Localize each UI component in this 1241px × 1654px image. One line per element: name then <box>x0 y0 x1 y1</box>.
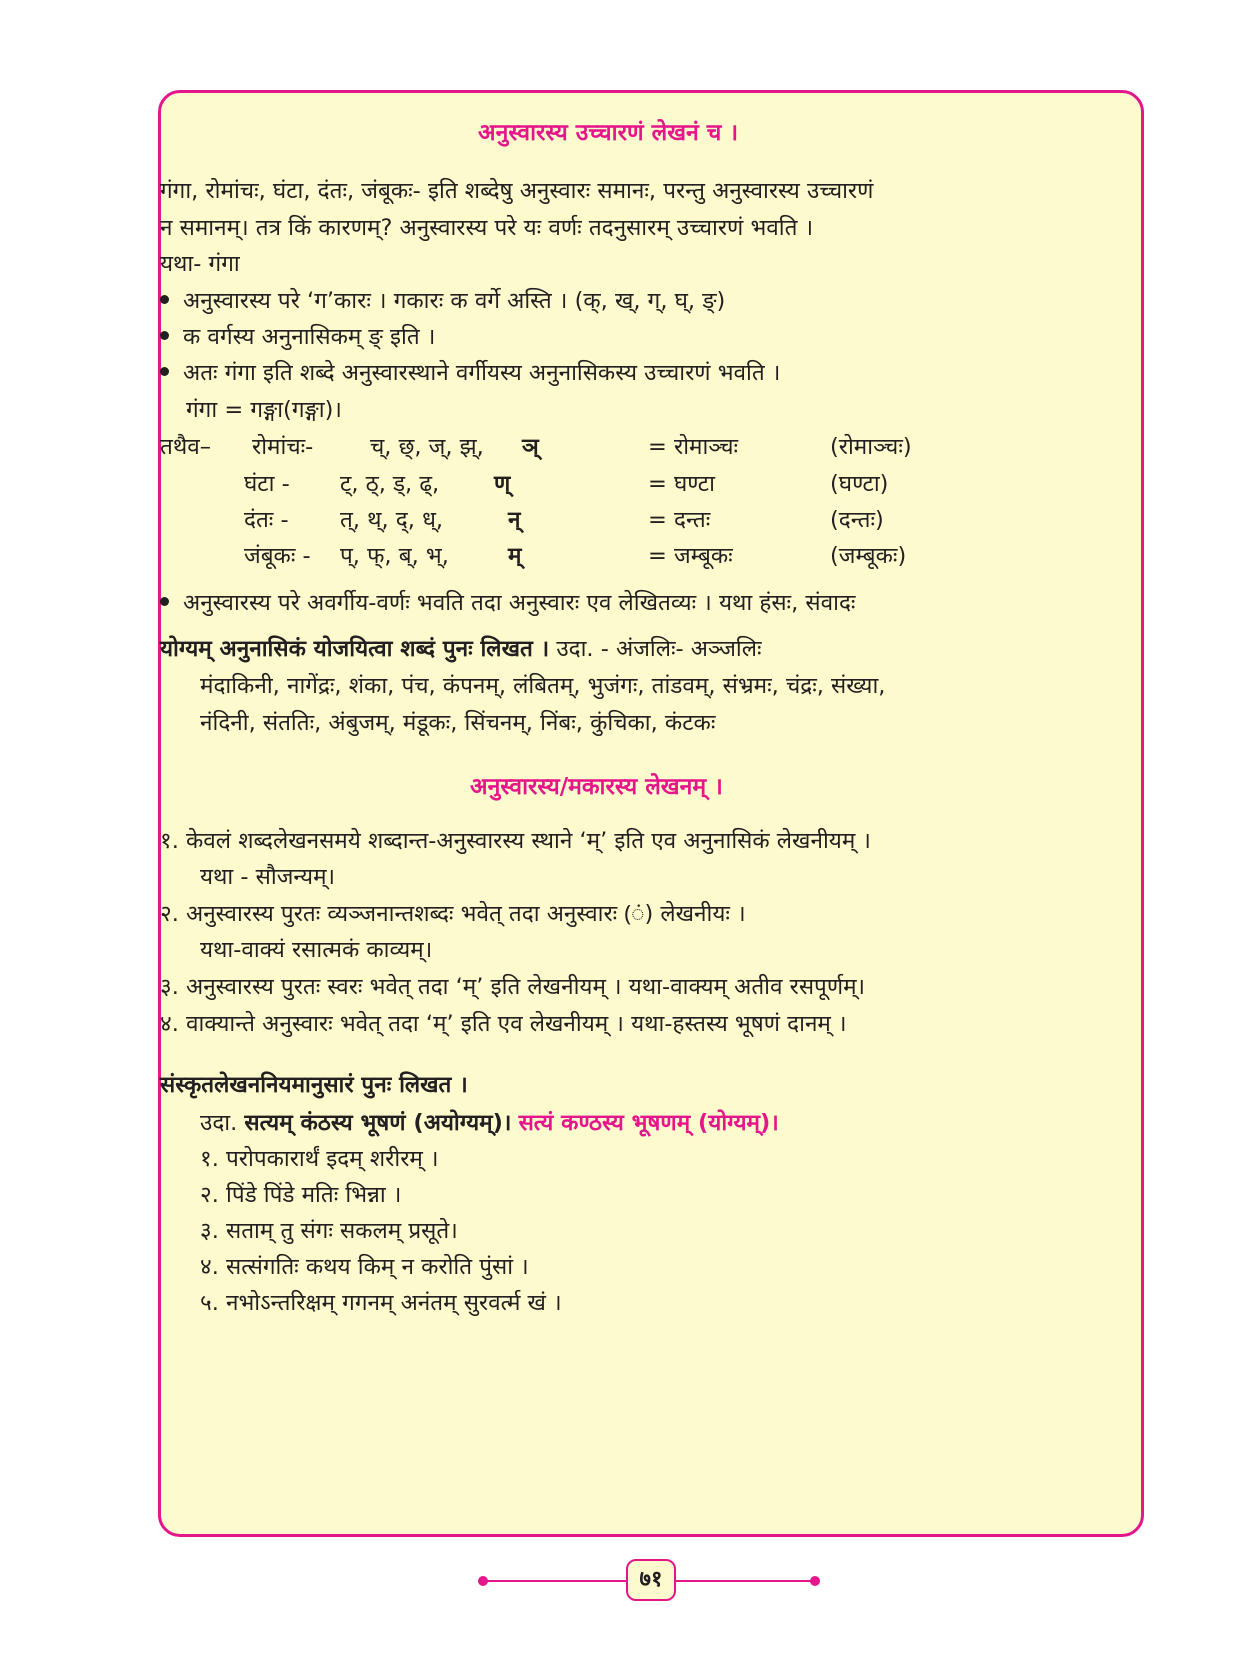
table-result: = जम्बूकः <box>648 543 733 569</box>
exercise-instruction: संस्कृतलेखननियमानुसारं पुनः लिखत । <box>160 1072 468 1098</box>
exercise-item: २. पिंडे पिंडे मतिः भिन्ना । <box>200 1182 402 1208</box>
rule-item: १. केवलं शब्दलेखनसमये शब्दान्त-अनुस्वारस्य स्थाने ‘म्’ इति एव अनुनासिकं लेखनीयम् । <box>160 828 871 854</box>
section-heading-anusvara: अनुस्वारस्य उच्चारणं लेखनं च । <box>478 120 739 146</box>
bullet-text: अनुस्वारस्य परे अवर्गीय-वर्णः भवति तदा अनुस्वारः एव लेखितव्यः । यथा हंसः, संवादः <box>183 590 856 616</box>
table-nasal: न् <box>508 507 521 533</box>
example-wrong: सत्यम् कंठस्य भूषणं (अयोग्यम्)। <box>244 1110 512 1136</box>
footer-line-left <box>486 1580 628 1582</box>
table-prefix: तथैव– <box>160 434 211 460</box>
table-result: = रोमाञ्चः <box>648 434 739 460</box>
table-nasal: ञ् <box>522 434 539 460</box>
bullet-item <box>160 322 435 352</box>
rule-item: ४. वाक्यान्ते अनुस्वारः भवेत् तदा ‘म्’ इति एव लेखनीयम् । यथा-हस्तस्य भूषणं दानम् । <box>160 1011 847 1037</box>
page-number: ७१ <box>626 1559 676 1601</box>
footer-line-right <box>674 1580 814 1582</box>
bullet-text: क वर्गस्य अनुनासिकम् ङ् इति । <box>183 324 436 350</box>
table-alt: (दन्तः) <box>830 507 884 533</box>
bullet-icon <box>160 597 169 606</box>
table-nasal: ण् <box>494 471 511 497</box>
table-word: घंटा - <box>244 471 290 497</box>
example-right: सत्यं कण्ठस्य भूषणम् (योग्यम्)। <box>518 1110 779 1136</box>
word-list-line: नंदिनी, संततिः, अंबुजम्, मंडूकः, सिंचनम्, निंबः, कुंचिका, कंटकः <box>200 710 716 736</box>
table-letters: च्, छ्, ज्, झ्, <box>370 434 484 460</box>
table-nasal: म् <box>508 543 522 569</box>
bullet-icon <box>160 295 169 304</box>
paragraph-line: न समानम्। तत्र किं कारणम्? अनुस्वारस्य परे यः वर्णः तदनुसारम् उच्चारणं भवति । <box>160 215 814 241</box>
exercise-item: ५. नभोऽन्तरिक्षम् गगनम् अनंतम् सुरवर्त्म खं । <box>200 1290 562 1316</box>
bullet-text: अतः गंगा इति शब्दे अनुस्वारस्थाने वर्गीयस्य अनुनासिकस्य उच्चारणं भवति । <box>183 360 781 386</box>
bullet-item <box>160 588 855 618</box>
example-text: उदा. - अंजलिः- अञ्जलिः <box>556 636 762 662</box>
word-list-line: मंदाकिनी, नागेंद्रः, शंका, पंच, कंपनम्, लंबितम्, भुजंगः, तांडवम्, संभ्रमः, चंद्रः, संख्या, <box>200 673 886 699</box>
bullet-item <box>160 286 725 316</box>
paragraph-line: गंगा, रोमांचः, घंटा, दंतः, जंबूकः- इति शब्देषु अनुस्वारः समानः, परन्तु अनुस्वारस्य उच्चारणं <box>160 178 874 204</box>
exercise-item: ४. सत्संगतिः कथय किम् न करोति पुंसां । <box>200 1254 529 1280</box>
table-alt: (जम्बूकः) <box>830 543 907 569</box>
table-word: जंबूकः - <box>244 543 311 569</box>
table-letters: ट्, ठ्, ड्, ढ्, <box>340 471 440 497</box>
table-result: = घण्टा <box>648 471 715 497</box>
ganga-line: गंगा = गङ्गा(गङ्गा)। <box>186 397 342 423</box>
example-prefix: उदा. <box>200 1110 238 1136</box>
table-word: दंतः - <box>244 507 289 533</box>
table-letters: प्, फ्, ब्, भ्, <box>340 543 449 569</box>
bullet-icon <box>160 331 169 340</box>
footer-dot-right <box>810 1576 820 1586</box>
bullet-text: अनुस्वारस्य परे ‘ग’कारः । गकारः क वर्गे अस्ति । (क्, ख्, ग्, घ्, ङ्) <box>183 288 726 314</box>
example-label: यथा- गंगा <box>160 251 240 277</box>
table-word: रोमांचः- <box>252 434 314 460</box>
rule-item: २. अनुस्वारस्य पुरतः व्यञ्जनान्तशब्दः भवेत् तदा अनुस्वारः (ं) लेखनीयः । <box>160 901 746 927</box>
rule-example: यथा - सौजन्यम्। <box>200 864 336 890</box>
rule-example: यथा-वाक्यं रसात्मकं काव्यम्। <box>200 937 433 963</box>
exercise-instruction <box>160 634 762 664</box>
exercise-example <box>200 1108 779 1138</box>
exercise-item: १. परोपकारार्थं इदम् शरीरम् । <box>200 1146 439 1172</box>
table-letters: त्, थ्, द्, ध्, <box>340 507 444 533</box>
section-heading-makara: अनुस्वारस्य/मकारस्य लेखनम् । <box>470 774 723 800</box>
table-alt: (घण्टा) <box>830 471 889 497</box>
exercise-item: ३. सताम् तु संगः सकलम् प्रसूते। <box>200 1218 458 1244</box>
bullet-item <box>160 358 780 388</box>
table-result: = दन्तः <box>648 507 711 533</box>
instruction-text: योग्यम् अनुनासिकं योजयित्वा शब्दं पुनः लिखत । <box>160 636 550 662</box>
bullet-icon <box>160 367 169 376</box>
rule-item: ३. अनुस्वारस्य पुरतः स्वरः भवेत् तदा ‘म्’ इति लेखनीयम् । यथा-वाक्यम् अतीव रसपूर्णम्। <box>160 974 866 1000</box>
table-alt: (रोमाञ्चः) <box>830 434 912 460</box>
